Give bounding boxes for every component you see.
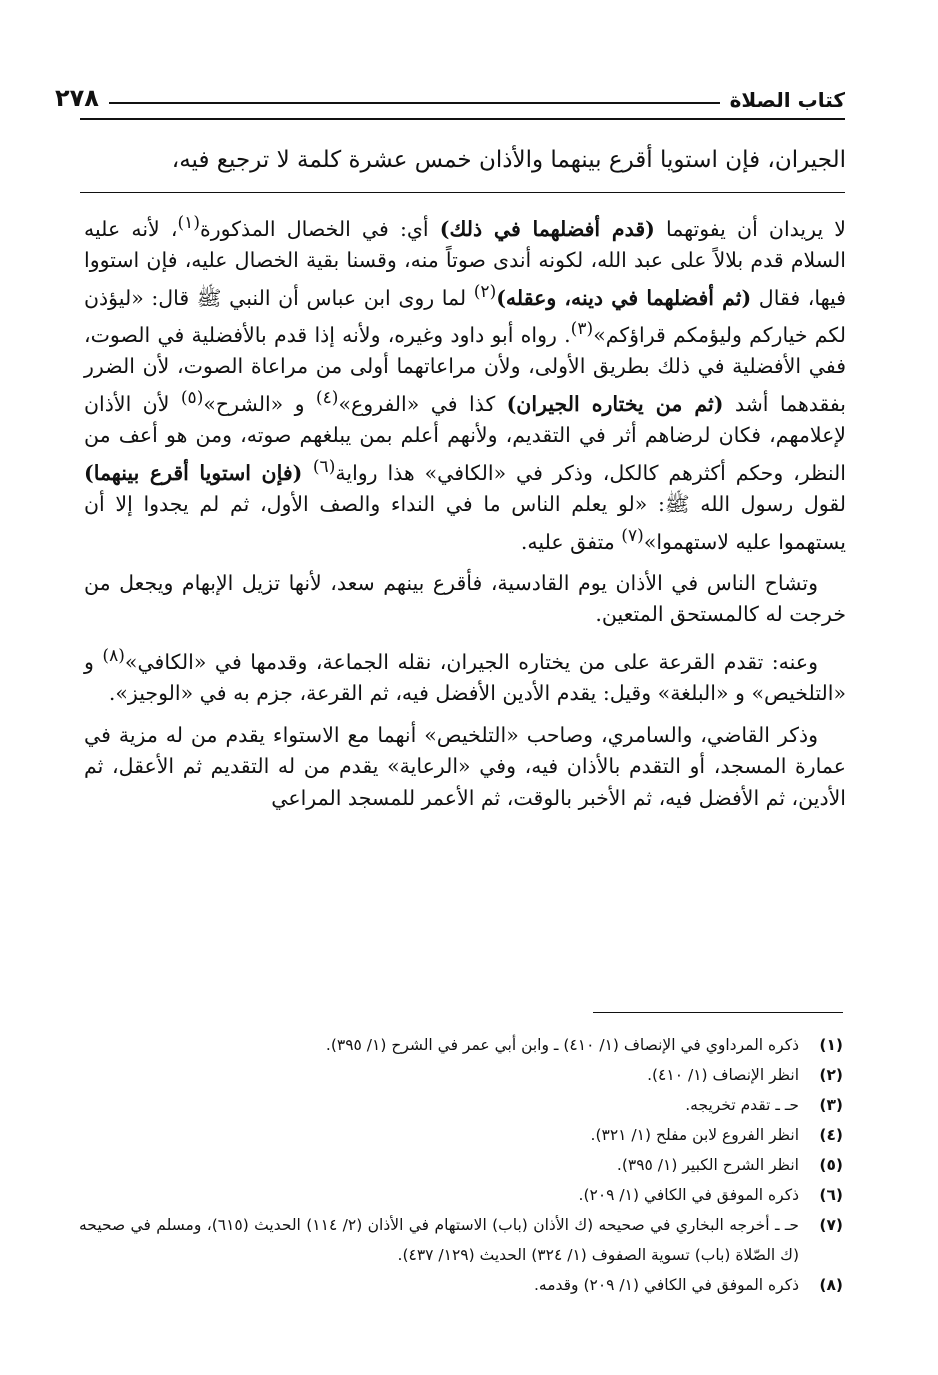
matn-rule: [80, 192, 845, 193]
footnote-ref: (٤): [315, 387, 339, 408]
header-line: [109, 102, 720, 104]
footnote-ref: (٧): [621, 525, 644, 546]
paragraph: وذكر القاضي، والسامري، وصاحب «التلخيص» أنهما مع الاستواء يقدم من له مزية في عمارة المسجد، أو التقدم بالأذان فيه، وفي «الرعاية» يقدم من له التقديم ثم الأعقل، ثم الأدين، ثم الأفضل فيه، ثم الأخبر بالوقت، ثم الأعمر للمسجد المراعي: [84, 722, 846, 810]
quoted-matn: (فإن استويا أقرع بينهما): [84, 460, 313, 485]
footnote-ref: (٢): [473, 281, 497, 302]
footnotes: [79, 1030, 843, 1300]
footnote: (٨) ذكره الموفق في الكافي (١/ ٢٠٩) وقدمه.: [533, 1276, 843, 1294]
footnote: (٧) حـ ـ أخرجه البخاري في صحيحه (ك الأذان (باب) الاستهام في الأذان (٢/ ١١٤) الحديث (٦١٥)، ومسلم في صحيحه (ك الصّلاة (باب) تسوية الصفوف (١/ ٣٢٤) الحديث (١٢٩/ ٤٣٧).: [79, 1216, 843, 1264]
footnote: (٦) ذكره الموفق في الكافي (١/ ٢٠٩).: [578, 1186, 843, 1204]
quoted-matn: (ثم أفضلهما في دينه، وعقله): [496, 285, 752, 310]
footnote-ref: (٣): [570, 319, 594, 340]
footnote-ref: (١): [177, 213, 201, 233]
footnote-ref: (٨): [102, 645, 125, 666]
page-number: ٢٧٨: [55, 84, 99, 112]
quoted-matn: (قدم أفضلهما في ذلك): [439, 216, 655, 241]
footnote: (٢) انظر الإنصاف (١/ ٤١٠).: [647, 1066, 843, 1084]
footnote: (٤) انظر الفروع لابن مفلح (١/ ٣٢١).: [590, 1126, 843, 1144]
footnote-ref: (٥): [180, 387, 204, 408]
footnote: (١) ذكره المرداوي في الإنصاف (١/ ٤١٠) ـ وابن أبي عمر في الشرح (١/ ٣٩٥).: [325, 1036, 843, 1054]
footnote-rule: [593, 1012, 843, 1013]
paragraph: وعنه: تقدم القرعة على من يختاره الجيران، نقله الجماعة، وقدمها في «الكافي»$^{(٨)}$ و «التلخيص» و «البلغة» وقيل: يقدم الأدين الأفضل فيه، ثم القرعة، جزم به في «الوجيز».: [84, 645, 846, 706]
quoted-matn: (ثم من يختاره الجيران): [506, 391, 724, 416]
paragraph: لا يريدان أن يفوتهما (قدم أفضلهما في ذلك) أي: في الخصال المذكورة$^{(١)}$، لأنه عليه السلام قدم بلالاً على عبد الله، لكونه أندى صوتاً منه، وقسنا بقية الخصال عليه، فإن استووا فيها، فقال (ثم أفضلهما في دينه، وعقله)$^{(٢)}$ لما روى ابن عباس أن النبي ﷺ قال: «ليؤذن لكم خياركم وليؤمكم قراؤكم»$^{(٣)}$. رواه أبو داود وغيره، ولأنه إذا قدم بالأفضلية في الصوت، ففي الأفضلية في ذلك بطريق الأولى، ولأن مراعاتهما أولى من مراعاة الصوت، لأن الضرر بفقدهما أشد (ثم من يختاره الجيران) كذا في «الفروع»$^{(٤)}$ و «الشرح»$^{(٥)}$ لأن الأذان لإعلامهم، فكان لرضاهم أثر في التقديم، ولأنهم أعلم بمن يبلغهم صوته، ومن هو أعف من النظر، وحكم أكثرهم كالكل، وذكر في «الكافي» هذا رواية$^{(٦)}$ (فإن استويا أقرع بينهما) لقول رسول الله ﷺ: «لو يعلم الناس ما في النداء والصف الأول، ثم لم يجدوا إلا أن يستهموا عليه لاستهموا»$^{(٧)}$ متفق عليه.: [84, 213, 847, 554]
footnote-ref: (٦): [312, 456, 336, 477]
paragraph: وتشاح الناس في الأذان يوم القادسية، فأقرع بينهم سعد، لأنها تزيل الإبهام ويجعل من خرجت له كالمستحق المتعين.: [84, 570, 846, 627]
header-rule: [80, 118, 845, 120]
matn-text: الجيران، فإن استويا أقرع بينهما والأذان خمس عشرة كلمة لا ترجيع فيه،: [171, 147, 846, 173]
commentary-body: [84, 208, 846, 814]
footnote: (٣) حـ ـ تقدم تخريجه.: [685, 1096, 843, 1114]
book-title: كتاب الصلاة: [729, 88, 845, 112]
footnote: (٥) انظر الشرح الكبير (١/ ٣٩٥).: [616, 1156, 843, 1174]
page-header: [55, 78, 845, 112]
